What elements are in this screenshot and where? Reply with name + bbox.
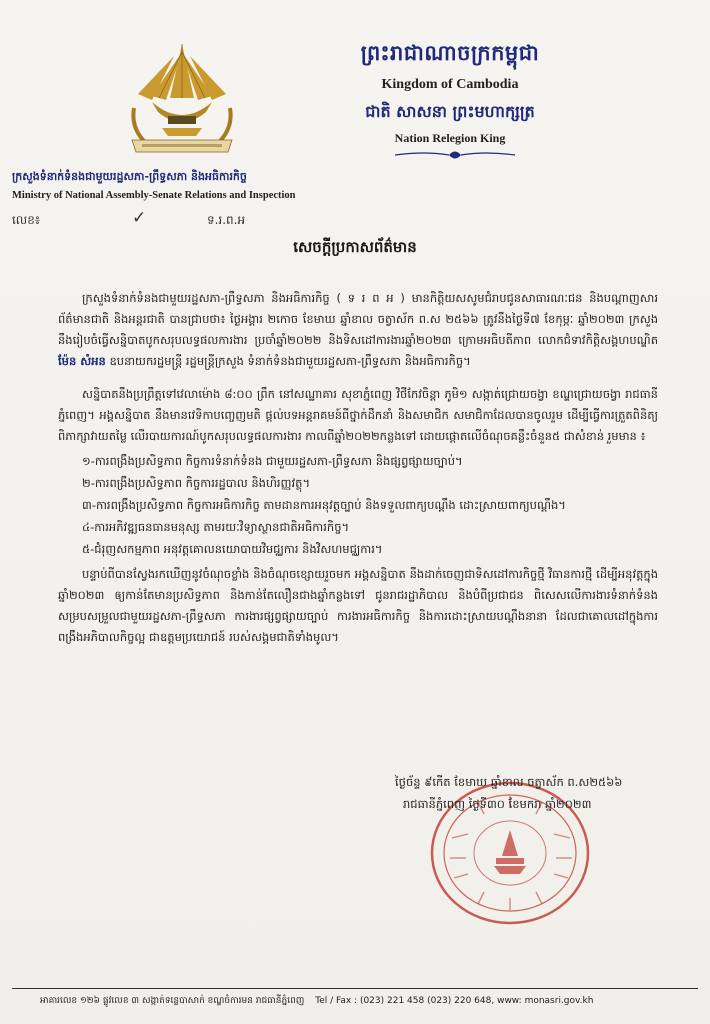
footer-address: អាគារលេខ ១២៦ ផ្លូវលេខ ៣ សង្កាត់ទន្លេបាសាក់ ខណ្ឌចំការមន រាជធានីភ្នំពេញ [40,996,305,1006]
list-item: ៤-ការអភិវឌ្ឍធនធានមនុស្ស តាមរយៈវិទ្យាស្ថានជាតិអធិការកិច្ច។ [82,520,350,534]
footer-contact: Tel / Fax : (023) 221 458 (023) 220 648, www: monasri.gov.kh [315,996,594,1006]
checkmark-icon: ✓ [132,208,147,228]
reference-number [12,210,412,232]
list-item: ៣-ការពង្រឹងប្រសិទ្ធភាព កិច្ចការអធិការកិច្ច តាមដានការអនុវត្តច្បាប់ និងទទួលពាក្យបណ្តឹង ដោះស្រាយពាក្យបណ្តឹង។ [82,498,566,512]
paragraph-1 [58,288,658,372]
ministry-name-en: Ministry of National Assembly-Senate Relations and Inspection [12,190,296,201]
paragraph-3: បន្ទាប់ពីបានស្វែងរកឃើញនូវចំណុចខ្លាំង និងចំណុចខ្សោយរួចមក អង្គសន្និបាត នឹងដាក់ចេញជាទិសដៅការកិច្ចថ្មី វិធានការថ្មី ដើម្បីអនុវត្តក្នុងឆ្នាំ២០២៣ ឲ្យកាន់តែមានប្រសិទ្ធភាព និងកាន់តែលឿនជាងឆ្នាំកន្លងទៅ ជូនរាជរដ្ឋាភិបាល និងបំពីប្រជាជន ពិសេសលើការងារទំនាក់ទំនង សម្របសម្រួលជាមួយរដ្ឋសភា-ព្រឹទ្ធសភា ការងារផ្សព្វផ្សាយច្បាប់ ការងារអធិការកិច្ច និងការដោះស្រាយបណ្តឹងនានា ដែលជាគោលដៅក្នុងការពង្រឹងអភិបាលកិច្ចល្អ ជាឧត្តមប្រយោជន៍ របស់សង្គមជាតិទាំងមូល។ [58,567,658,644]
list-item: ២-ការពង្រឹងប្រសិទ្ធភាព កិច្ចការរដ្ឋបាល និងហិរញ្ញវត្ថុ។ [82,476,311,490]
solar-date: រាជធានីភ្នំពេញ ថ្ងៃទី៣០ ខែមករា ឆ្នាំ២០២៣ [403,797,592,811]
list-item: ៥-ជំរុញសកម្មភាព អនុវត្តគោលនយោបាយវិមជ្ឈការ និងវិសហមជ្ឈការ។ [82,542,383,556]
list-item: ១-ការពង្រឹងប្រសិទ្ធភាព កិច្ចការទំនាក់ទំនង ជាមួយរដ្ឋសភា-ព្រឹទ្ធសភា និងផ្សព្វផ្សាយច្បាប់។ [82,454,463,468]
date-block [395,771,675,815]
document-body [58,288,658,648]
tacteing-ornament-icon [395,148,515,162]
motto-kh: ជាតិ សាសនា ព្រះមហាក្សត្រ [365,102,535,121]
reference-code: ទ.រ.ព.អ [207,213,246,227]
ministry-emblem-icon [112,36,252,166]
presiding-name: ម៉ែន សំអន [58,354,106,368]
kingdom-title-en: Kingdom of Cambodia [381,77,519,92]
kingdom-title-kh: ព្រះរាជាណាចក្រកម្ពុជា [360,41,540,65]
ministry-name-kh: ក្រសួងទំនាក់ទំនងជាមួយរដ្ឋសភា-ព្រឹទ្ធសភា និងអធិការកិច្ច [12,170,247,183]
document-title: សេចក្តីប្រកាសព័ត៌មាន [293,238,417,256]
paragraph-1-tail: ឧបនាយករដ្ឋមន្ត្រី រដ្ឋមន្ត្រីក្រសួង ទំនាក់ទំនងជាមួយរដ្ឋសភា-ព្រឹទ្ធសភា និងអធិការកិច្ច។ [109,354,471,368]
footer-divider [12,988,698,989]
reference-label: លេខ៖ [12,213,41,227]
kingdom-header [300,40,600,146]
motto-en: Nation Relegion King [394,131,506,145]
footer [40,995,700,1008]
paragraph-2: សន្និបាតនឹងប្រព្រឹត្តទៅវេលាម៉ោង ៨:០០ ព្រឹក នៅសណ្ឋាគារ សុខាភ្នំពេញ វិថីកែវចិន្តា ភូមិ១ សង្កាត់ជ្រោយចង្វា ខណ្ឌជ្រោយចង្វា រាជធានីភ្នំពេញ។ អង្គសន្និបាត នឹងមានវេទិកាបញ្ចេញមតិ ផ្តល់បទអន្តរាគមន៍ពីថ្នាក់ដឹកនាំ និងសមាជិក សមាជិកាដែលបានចូលរួម ដើម្បីធ្វើការត្រួតពិនិត្យ ពិភាក្សាវាយតម្លៃ លើរបាយការណ៍បូកសរុបលទ្ធផលការងារ កាលពីឆ្នាំ២០២២កន្លងទៅ ដោយផ្តោតលើចំណុចគន្លឹះចំនួន៥ ជាសំខាន់ រួមមាន ៖ [58,387,658,443]
paragraph-1-text: ក្រសួងទំនាក់ទំនងជាមួយរដ្ឋសភា-ព្រឹទ្ធសភា និងអធិការកិច្ច ( ទ រ ព អ ) មានកិត្តិយសសូមជំរាបជូនសាធារណៈជន និងបណ្តាញសារព័ត៌មានជាតិ និងអន្តរជាតិ បានជ្រាបថា៖ ថ្ងៃអង្គារ ២កោច ខែមាឃ ឆ្នាំខាល ចត្វាស័ក ព.ស ២៥៦៦ ត្រូវនឹងថ្ងៃទី៧ ខែកុម្ភៈ ឆ្នាំ២០២៣ ក្រសួងនឹងរៀបចំធ្វើសន្និបាតបូកសរុបលទ្ធផលការងារ ប្រចាំឆ្នាំ២០២២ និងទិសដៅការងារឆ្នាំ២០២៣ ក្រោមអធិបតីភាព លោកជំទាវកិត្តិសង្គហបណ្ឌិត [58,291,658,347]
lunar-date: ថ្ងៃច័ន្ទ ៩កើត ខែមាឃ ឆ្នាំខាល ចត្វាស័ក ព.ស២៥៦៦ [395,775,623,789]
